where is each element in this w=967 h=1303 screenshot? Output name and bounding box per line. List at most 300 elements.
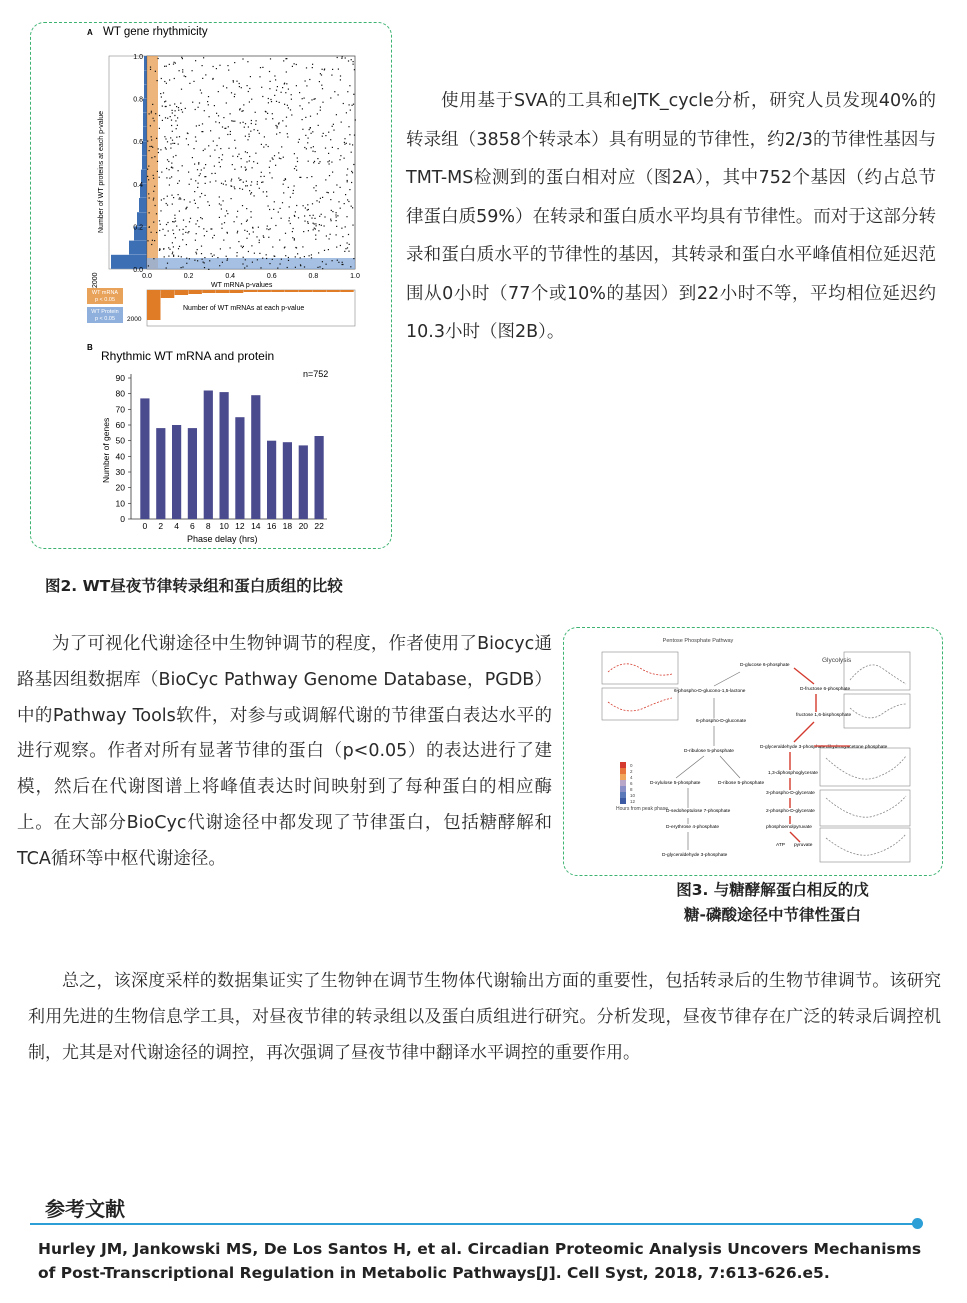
scatter-point xyxy=(230,247,231,248)
scatter-point xyxy=(345,226,346,227)
scatter-point xyxy=(242,58,243,59)
scatter-point xyxy=(329,238,330,239)
scatter-point xyxy=(240,179,241,180)
scatter-point xyxy=(245,170,246,171)
scatter-point xyxy=(234,186,235,187)
scatter-point xyxy=(221,208,222,209)
scatter-point xyxy=(332,211,333,212)
scatter-x-tick: 0.0 xyxy=(142,273,152,280)
scatter-point xyxy=(321,225,322,226)
scatter-point xyxy=(159,230,160,231)
scatter-point xyxy=(274,201,275,202)
fig3-g6p: D-glucose 6-phosphate xyxy=(740,663,790,668)
scatter-point xyxy=(307,204,308,205)
scatter-point xyxy=(182,71,183,72)
scatter-point xyxy=(311,133,312,134)
scatter-point xyxy=(336,226,337,227)
protein-hist-bar xyxy=(144,70,147,84)
scatter-point xyxy=(280,263,281,264)
scatter-point xyxy=(201,193,202,194)
scatter-point xyxy=(194,191,195,192)
scatter-point xyxy=(299,105,300,106)
scatter-point xyxy=(153,175,154,176)
scatter-point xyxy=(162,229,163,230)
scatter-point xyxy=(166,168,167,169)
scatter-point xyxy=(250,76,251,77)
scatter-point xyxy=(343,103,344,104)
scatter-point xyxy=(202,131,203,132)
scatter-point xyxy=(259,242,260,243)
scatter-point xyxy=(163,198,164,199)
scatter-point xyxy=(321,85,322,86)
scatter-point xyxy=(220,166,221,167)
scatter-point xyxy=(319,216,320,217)
scatter-point xyxy=(189,184,190,185)
scatter-point xyxy=(292,66,293,67)
scatter-point xyxy=(186,263,187,264)
scatter-point xyxy=(341,122,342,123)
scatter-point xyxy=(209,260,210,261)
scatter-point xyxy=(153,118,154,119)
mrna-hist-bar xyxy=(202,290,216,293)
scatter-point xyxy=(197,249,198,250)
scatter-point xyxy=(174,103,175,104)
scatter-point xyxy=(312,131,313,132)
scatter-point xyxy=(202,78,203,79)
scatter-point xyxy=(226,210,227,211)
scatter-point xyxy=(268,237,269,238)
fig3-s7p: D-sedoheptulose 7-phosphate xyxy=(666,809,731,814)
mrna-hist-bar xyxy=(147,290,161,320)
scatter-point xyxy=(336,220,337,221)
scatter-point xyxy=(269,209,270,210)
scatter-point xyxy=(198,107,199,108)
scatter-point xyxy=(311,147,312,148)
scatter-point xyxy=(266,191,267,192)
scatter-point xyxy=(164,101,165,102)
scatter-point xyxy=(246,221,247,222)
scatter-point xyxy=(159,220,160,221)
scatter-point xyxy=(204,235,205,236)
scatter-point xyxy=(266,254,267,255)
scatter-point xyxy=(347,247,348,248)
scatter-point xyxy=(266,196,267,197)
scatter-point xyxy=(333,124,334,125)
scatter-point xyxy=(294,63,295,64)
scatter-point xyxy=(277,126,278,127)
bar-y-tick-label: 10 xyxy=(115,498,125,509)
scatter-point xyxy=(272,113,273,114)
scatter-point xyxy=(170,116,171,117)
scatter-point xyxy=(202,259,203,260)
scatter-point xyxy=(168,161,169,162)
scatter-point xyxy=(233,81,234,82)
bar-y-tick-label: 80 xyxy=(115,388,125,399)
scatter-point xyxy=(318,125,319,126)
scatter-point xyxy=(251,123,252,124)
scatter-point xyxy=(204,176,205,177)
fig3-pentose-title: Pentose Phosphate Pathway xyxy=(662,638,734,644)
figure-3 xyxy=(563,627,943,876)
scatter-point xyxy=(352,105,353,106)
scatter-point xyxy=(201,169,202,170)
fig3-legend-swatch xyxy=(620,774,626,780)
fig3-mini-plot-3 xyxy=(844,652,910,690)
scatter-point xyxy=(181,89,182,90)
scatter-point xyxy=(199,125,200,126)
scatter-point xyxy=(223,240,224,241)
protein-hist-bar xyxy=(144,56,147,70)
scatter-point xyxy=(328,192,329,193)
bar xyxy=(315,436,324,519)
scatter-point xyxy=(340,79,341,80)
scatter-point xyxy=(283,192,284,193)
scatter-point xyxy=(346,112,347,113)
scatter-point xyxy=(234,188,235,189)
scatter-point xyxy=(200,196,201,197)
scatter-point xyxy=(217,257,218,258)
scatter-point xyxy=(165,117,166,118)
scatter-point xyxy=(209,205,210,206)
scatter-point xyxy=(246,266,247,267)
scatter-point xyxy=(185,108,186,109)
scatter-point xyxy=(315,151,316,152)
scatter-point xyxy=(234,221,235,222)
scatter-point xyxy=(204,262,205,263)
scatter-point xyxy=(175,110,176,111)
scatter-point xyxy=(314,161,315,162)
scatter-point xyxy=(324,225,325,226)
scatter-point xyxy=(342,236,343,237)
fig3-bpg: 1,3-diphosphoglycerate xyxy=(768,771,818,776)
legend-protein-name: WT Protein xyxy=(91,309,119,315)
fig3-legend-label: 4 xyxy=(630,775,633,780)
scatter-point xyxy=(241,158,242,159)
scatter-point xyxy=(236,81,237,82)
scatter-point xyxy=(287,105,288,106)
scatter-point xyxy=(193,81,194,82)
scatter-point xyxy=(172,167,173,168)
scatter-point xyxy=(344,203,345,204)
scatter-point xyxy=(312,64,313,65)
scatter-point xyxy=(269,71,270,72)
scatter-point xyxy=(272,118,273,119)
scatter-point xyxy=(150,67,151,68)
scatter-point xyxy=(172,131,173,132)
scatter-point xyxy=(222,154,223,155)
scatter-point xyxy=(332,260,333,261)
mrna-hist-bar xyxy=(161,290,175,298)
fig3-pentose-lines xyxy=(676,672,740,850)
scatter-point xyxy=(296,247,297,248)
bar-x-tick-label: 20 xyxy=(298,521,309,531)
scatter-point xyxy=(291,114,292,115)
scatter-point xyxy=(322,197,323,198)
scatter-point xyxy=(321,74,322,75)
panel-a-outer-ylabel: Number of WT proteins at each p-value xyxy=(98,110,105,233)
mrna-hist-bar xyxy=(230,290,244,293)
scatter-point xyxy=(177,125,178,126)
scatter-point xyxy=(192,70,193,71)
scatter-point xyxy=(288,257,289,258)
bar xyxy=(251,395,260,519)
scatter-point xyxy=(317,267,318,268)
scatter-point xyxy=(168,256,169,257)
scatter-point xyxy=(231,179,232,180)
scatter-point xyxy=(322,268,323,269)
scatter-point xyxy=(338,262,339,263)
scatter-point xyxy=(266,228,267,229)
scatter-point xyxy=(175,237,176,238)
scatter-point xyxy=(302,98,303,99)
scatter-point xyxy=(149,212,150,213)
bar-y-tick-label: 90 xyxy=(115,373,125,383)
scatter-point xyxy=(183,229,184,230)
scatter-point xyxy=(197,187,198,188)
scatter-point xyxy=(326,192,327,193)
scatter-point xyxy=(156,138,157,139)
scatter-point xyxy=(188,172,189,173)
scatter-point xyxy=(199,102,200,103)
scatter-point xyxy=(151,112,152,113)
scatter-point xyxy=(237,232,238,233)
scatter-point xyxy=(292,231,293,232)
scatter-point xyxy=(307,221,308,222)
scatter-point xyxy=(230,134,231,135)
scatter-point xyxy=(284,104,285,105)
scatter-point xyxy=(195,223,196,224)
scatter-point xyxy=(286,83,287,84)
scatter-point xyxy=(290,197,291,198)
scatter-point xyxy=(346,143,347,144)
scatter-point xyxy=(160,149,161,150)
scatter-point xyxy=(169,184,170,185)
scatter-point xyxy=(266,258,267,259)
scatter-point xyxy=(351,152,352,153)
scatter-point xyxy=(178,248,179,249)
scatter-point xyxy=(324,216,325,217)
bar-y-tick-label: 50 xyxy=(115,435,125,446)
scatter-point xyxy=(151,146,152,147)
scatter-point xyxy=(275,225,276,226)
scatter-point xyxy=(230,131,231,132)
scatter-point xyxy=(331,210,332,211)
scatter-point xyxy=(242,189,243,190)
scatter-point xyxy=(176,106,177,107)
scatter-point xyxy=(178,144,179,145)
scatter-point xyxy=(215,180,216,181)
scatter-point xyxy=(231,180,232,181)
scatter-point xyxy=(161,78,162,79)
scatter-point xyxy=(218,115,219,116)
scatter-point xyxy=(214,166,215,167)
scatter-point xyxy=(330,139,331,140)
scatter-point xyxy=(251,99,252,100)
scatter-point xyxy=(317,158,318,159)
scatter-point xyxy=(247,139,248,140)
scatter-point xyxy=(190,218,191,219)
scatter-point xyxy=(173,255,174,256)
bar-chart-ylabel: Number of genes xyxy=(101,417,111,483)
scatter-point xyxy=(252,167,253,168)
scatter-point xyxy=(172,143,173,144)
scatter-point xyxy=(288,187,289,188)
scatter-point xyxy=(269,167,270,168)
scatter-point xyxy=(202,123,203,124)
scatter-point xyxy=(198,226,199,227)
scatter-point xyxy=(227,213,228,214)
scatter-point xyxy=(340,245,341,246)
scatter-point xyxy=(177,183,178,184)
scatter-point xyxy=(156,232,157,233)
scatter-point xyxy=(204,257,205,258)
scatter-point xyxy=(166,149,167,150)
scatter-point xyxy=(329,160,330,161)
scatter-point xyxy=(154,156,155,157)
scatter-point xyxy=(203,228,204,229)
scatter-point xyxy=(147,240,148,241)
scatter-point xyxy=(344,158,345,159)
bar-x-tick-label: 2 xyxy=(158,521,164,531)
scatter-point xyxy=(285,255,286,256)
scatter-point xyxy=(167,159,168,160)
scatter-point xyxy=(226,102,227,103)
scatter-point xyxy=(233,121,234,122)
scatter-point xyxy=(340,208,341,209)
scatter-point xyxy=(179,180,180,181)
fig3-glycolysis-title: Glycolysis xyxy=(822,657,852,664)
scatter-point xyxy=(312,151,313,152)
scatter-point xyxy=(263,191,264,192)
scatter-point xyxy=(309,215,310,216)
scatter-point xyxy=(317,113,318,114)
scatter-point xyxy=(207,101,208,102)
scatter-point xyxy=(246,161,247,162)
scatter-point xyxy=(155,205,156,206)
scatter-point xyxy=(161,172,162,173)
scatter-point xyxy=(201,246,202,247)
fig3-legend-label: 2 xyxy=(630,769,633,774)
scatter-point xyxy=(219,138,220,139)
scatter-point xyxy=(243,122,244,123)
scatter-point xyxy=(336,247,337,248)
scatter-point xyxy=(202,218,203,219)
scatter-point xyxy=(354,135,355,136)
scatter-point xyxy=(150,69,151,70)
fig3-mini-plot-1 xyxy=(602,652,678,684)
scatter-point xyxy=(313,162,314,163)
scatter-point xyxy=(310,116,311,117)
scatter-point xyxy=(321,214,322,215)
scatter-point xyxy=(159,115,160,116)
scatter-point xyxy=(249,88,250,89)
scatter-point xyxy=(243,110,244,111)
scatter-point xyxy=(320,107,321,108)
bar-y-tick-label: 30 xyxy=(115,467,125,477)
scatter-point xyxy=(155,71,156,72)
mrna-hist-bar xyxy=(257,290,271,292)
fig3-ru5p: D-ribulose 5-phosphate xyxy=(684,749,734,754)
scatter-point xyxy=(225,181,226,182)
scatter-point xyxy=(219,65,220,66)
scatter-point xyxy=(269,263,270,264)
scatter-point xyxy=(306,148,307,149)
scatter-point xyxy=(311,99,312,100)
scatter-point xyxy=(219,162,220,163)
scatter-point xyxy=(171,120,172,121)
scatter-point xyxy=(179,199,180,200)
scatter-point xyxy=(205,195,206,196)
scatter-point xyxy=(255,153,256,154)
scatter-point xyxy=(207,201,208,202)
scatter-point xyxy=(260,67,261,68)
scatter-point xyxy=(275,79,276,80)
bar xyxy=(267,441,276,519)
scatter-point xyxy=(227,232,228,233)
scatter-point xyxy=(304,266,305,267)
fig3-mini-plot-5 xyxy=(820,748,910,786)
scatter-point xyxy=(234,121,235,122)
scatter-point xyxy=(269,172,270,173)
scatter-point xyxy=(254,129,255,130)
scatter-point xyxy=(295,256,296,257)
scatter-point xyxy=(151,139,152,140)
scatter-point xyxy=(172,112,173,113)
scatter-point xyxy=(329,163,330,164)
scatter-point xyxy=(197,220,198,221)
scatter-point xyxy=(167,118,168,119)
scatter-point xyxy=(259,253,260,254)
scatter-point xyxy=(298,217,299,218)
scatter-point xyxy=(281,218,282,219)
scatter-point xyxy=(270,161,271,162)
scatter-point xyxy=(202,65,203,66)
scatter-point xyxy=(189,201,190,202)
scatter-point xyxy=(347,91,348,92)
scatter-point xyxy=(344,251,345,252)
scatter-point xyxy=(153,199,154,200)
scatter-point xyxy=(243,182,244,183)
scatter-point xyxy=(288,260,289,261)
scatter-point xyxy=(247,185,248,186)
scatter-point xyxy=(315,223,316,224)
scatter-point xyxy=(332,147,333,148)
bar-y-tick-label: 70 xyxy=(115,404,125,415)
scatter-point xyxy=(216,113,217,114)
scatter-point xyxy=(263,235,264,236)
scatter-point xyxy=(182,58,183,59)
scatter-point xyxy=(269,88,270,89)
scatter-point xyxy=(234,140,235,141)
scatter-point xyxy=(175,221,176,222)
scatter-point xyxy=(184,199,185,200)
scatter-point xyxy=(149,197,150,198)
scatter-point xyxy=(260,176,261,177)
scatter-point xyxy=(318,230,319,231)
scatter-point xyxy=(292,193,293,194)
scatter-point xyxy=(237,252,238,253)
scatter-point xyxy=(208,269,209,270)
panel-b-title: Rhythmic WT mRNA and protein xyxy=(101,349,275,363)
scatter-point xyxy=(345,248,346,249)
scatter-x-tick: 0.2 xyxy=(183,273,194,280)
scatter-point xyxy=(215,121,216,122)
scatter-point xyxy=(296,170,297,171)
scatter-point xyxy=(237,231,238,232)
scatter-point xyxy=(174,115,175,116)
scatter-point xyxy=(231,198,232,199)
scatter-point xyxy=(162,120,163,121)
